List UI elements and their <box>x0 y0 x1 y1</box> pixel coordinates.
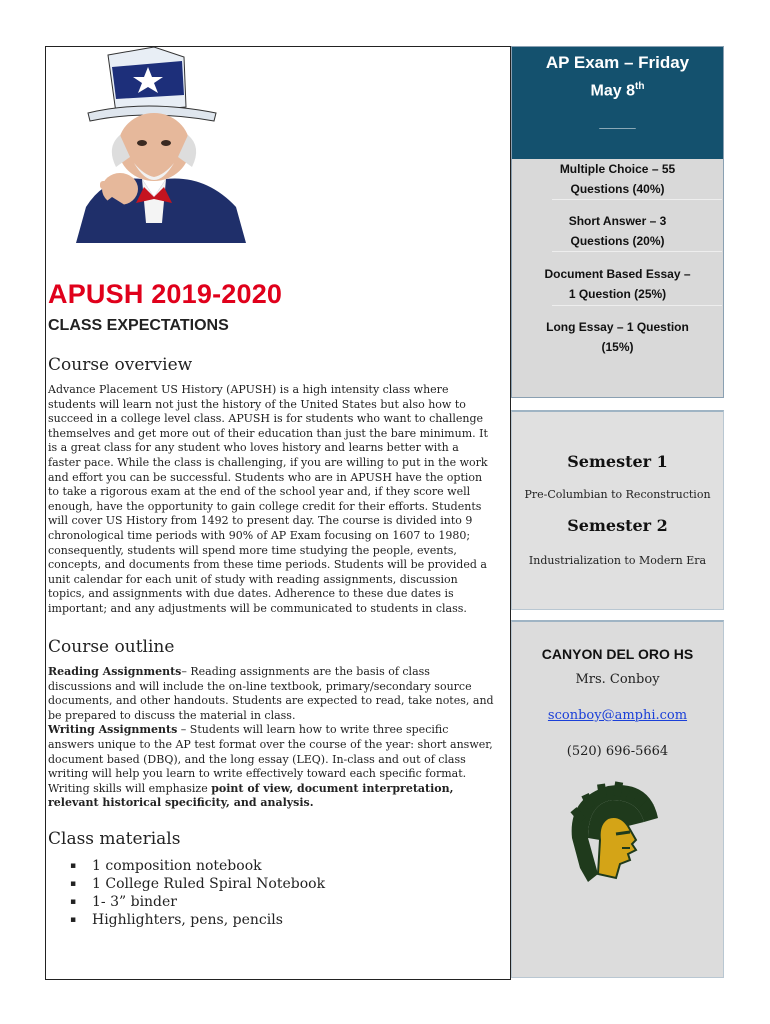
writing-assignments-text: – Students will learn how to write three specific answers unique to the AP test format over the course of the year: short answer, document based (DBQ), and the long essay (LEQ). In-class and out of class writing will help you learn to write effectively toward each specific format. Writing skills will emphasize <box>48 723 493 795</box>
semester-1-title: Semester 1 <box>567 452 668 471</box>
separator <box>552 199 722 200</box>
phone-number: (520) 696-5664 <box>566 744 669 759</box>
exam-divider: _____ <box>599 115 636 130</box>
ap-exam-header <box>512 47 723 159</box>
exam-section-dbq: Document Based Essay – 1 Question (25%) <box>544 267 691 301</box>
course-overview-text: Advance Placement US History (APUSH) is a high intensity class where students will learn not just the history of the United States but also how to succeed in a college level class. APUSH is for students who want to challenge themselves and get more out of their education than just the bare minimum. It is a great class for any student who loves history and learns better with a faster pace. While the class is challenging, if you are willing to put in the work and effort you can be successful. Students who are in APUSH have the option to take a rigorous exam at the end of the school year and, if they score well enough, have the opportunity to gain college credit for their efforts. Students will cover US History from 1492 to present day. The course is divided into 9 chronological time periods with 90% of AP Exam focusing on 1607 to 1980; consequently, students will spend more time studying the people, events, concepts, and documents from these time periods. Students will be provided a unit calendar for each unit of study with reading assignments, discussion topics, and assignments with due dates. Adherence to these due dates is important; and any adjustments will be communicated to students in class. <box>48 383 488 615</box>
list-item: ▪ 1 College Ruled Spiral Notebook <box>70 876 326 892</box>
school-logo-icon <box>558 778 664 886</box>
writing-emphasis: point of view, document interpretation, relevant historical specificity, and analysis. <box>48 781 454 810</box>
bullet-icon: ▪ <box>70 897 77 907</box>
list-item: ▪ 1 composition notebook <box>70 858 262 874</box>
separator <box>552 251 722 252</box>
list-item: ▪ Highlighters, pens, pencils <box>70 912 283 928</box>
email-link[interactable]: sconboy@amphi.com <box>547 708 688 723</box>
bullet-icon: ▪ <box>70 861 77 871</box>
course-overview-heading: Course overview <box>48 355 193 375</box>
exam-date-line1: AP Exam – Friday <box>545 53 690 72</box>
semesters-box <box>511 410 724 610</box>
bullet-icon: ▪ <box>70 879 77 889</box>
reading-assignments-label: Reading Assignments <box>48 665 182 678</box>
exam-section-short: Short Answer – 3 Questions (20%) <box>568 214 667 248</box>
list-item: ▪ 1- 3” binder <box>70 894 177 910</box>
uncle-sam-image <box>46 47 298 243</box>
semester-2-title: Semester 2 <box>567 516 668 535</box>
exam-section-leq: Long Essay – 1 Question (15%) <box>546 320 689 354</box>
reading-assignments-text: – Reading assignments are the basis of class discussions and will include the on-line textbook, primary/secondary source documents, and other handouts. Students are expected to read, take notes, and be prepared to discuss the material in class. <box>48 665 494 722</box>
page-subtitle: CLASS EXPECTATIONS <box>48 317 229 334</box>
main-content-frame <box>45 46 511 980</box>
materials-list <box>70 857 325 929</box>
teacher-name: Mrs. Conboy <box>575 672 660 687</box>
ap-exam-box <box>511 46 724 398</box>
bullet-icon: ▪ <box>70 915 77 925</box>
page-title: APUSH 2019-2020 <box>48 279 283 309</box>
contact-box <box>511 620 724 978</box>
course-outline-text <box>48 665 494 811</box>
course-outline-heading: Course outline <box>48 637 175 657</box>
class-materials-heading: Class materials <box>48 829 181 849</box>
school-name: CANYON DEL ORO HS <box>541 646 694 662</box>
writing-assignments-label: Writing Assignments <box>48 723 178 737</box>
exam-section-mc: Multiple Choice – 55 Questions (40%) <box>559 162 676 196</box>
exam-date-line2: May 8th <box>590 81 645 100</box>
separator <box>552 305 722 306</box>
semester-1-desc: Pre-Columbian to Reconstruction <box>524 488 711 501</box>
semester-2-desc: Industrialization to Modern Era <box>528 554 707 567</box>
